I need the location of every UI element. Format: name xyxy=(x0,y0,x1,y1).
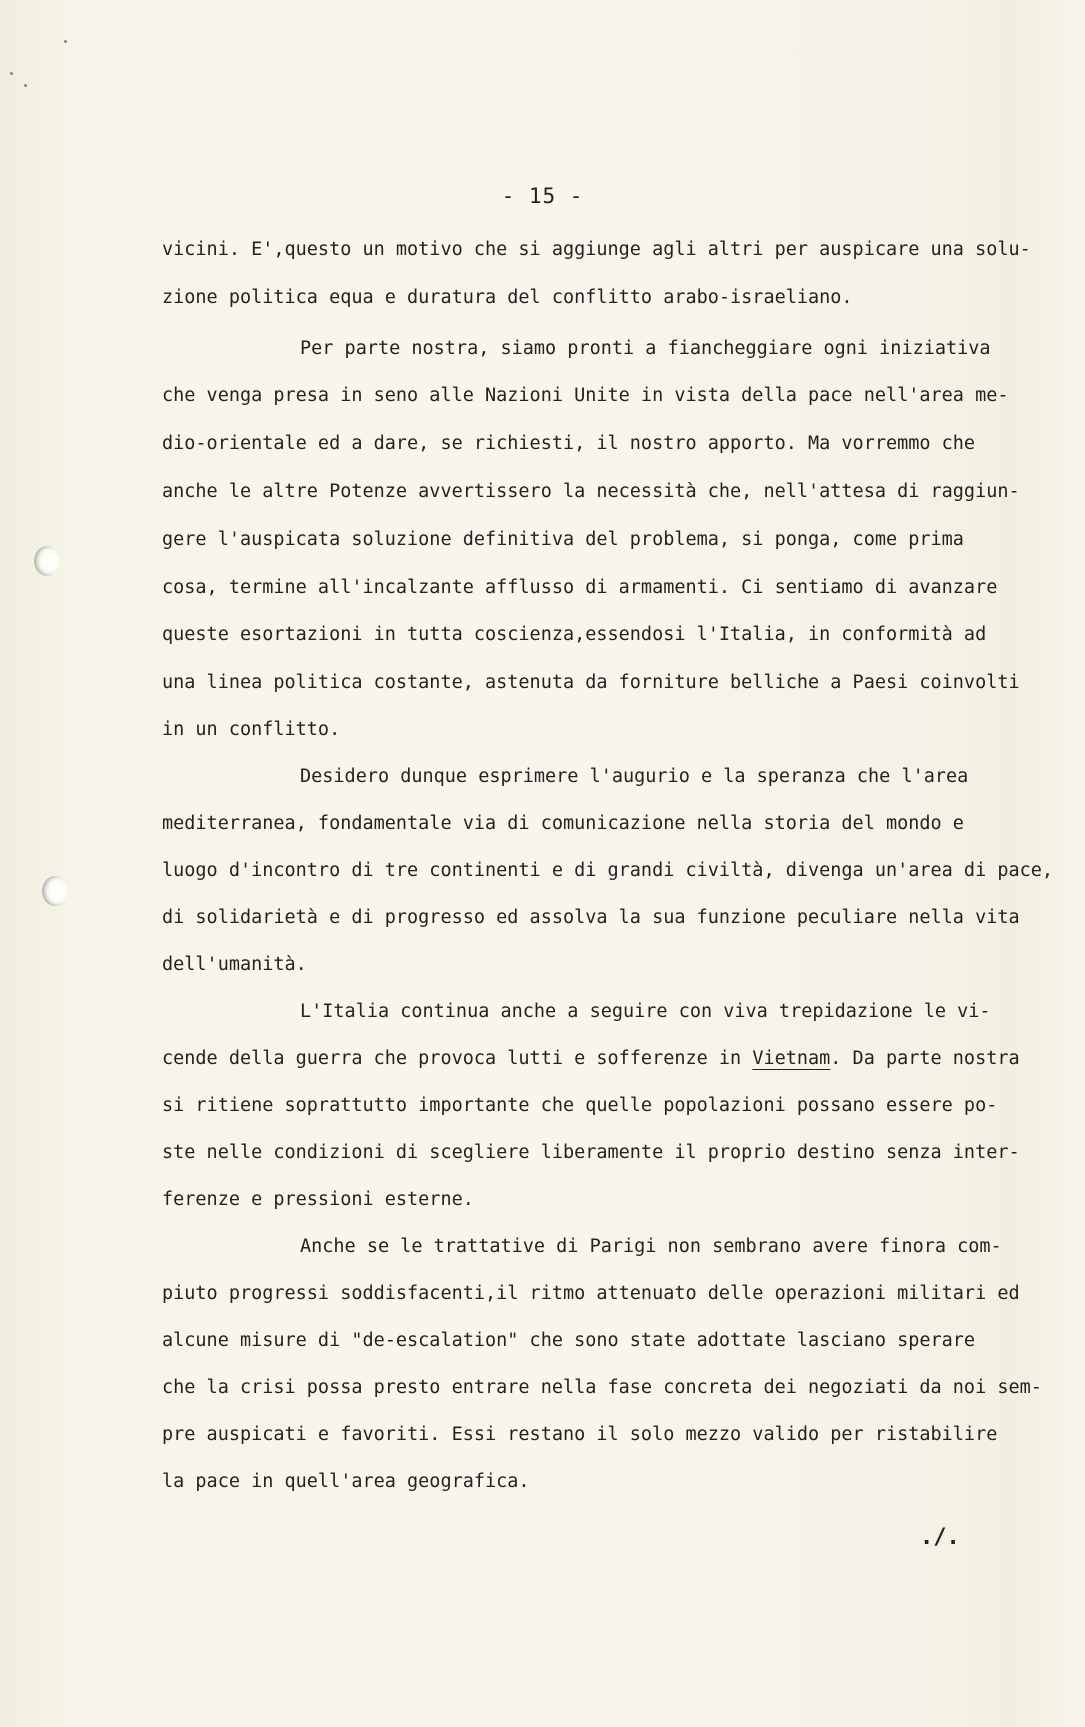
text-line: anche le altre Potenze avvertissero la necessità che, nell'attesa di raggiun- xyxy=(162,481,1020,502)
text-line: mediterranea, fondamentale via di comunicazione nella storia del mondo e xyxy=(162,813,964,834)
page-number: - 15 - xyxy=(501,184,584,208)
text-line: che venga presa in seno alle Nazioni Unite in vista della pace nell'area me- xyxy=(162,385,1009,406)
text-line: dell'umanità. xyxy=(162,954,307,975)
text-line: Desidero dunque esprimere l'augurio e la speranza che l'area xyxy=(300,766,969,787)
text-line: queste esortazioni in tutta coscienza,essendosi l'Italia, in conformità ad xyxy=(162,624,987,645)
continuation-mark: ./. xyxy=(920,1525,960,1550)
text-line: pre auspicati e favoriti. Essi restano il solo mezzo valido per ristabilire xyxy=(162,1424,998,1445)
punch-hole xyxy=(42,876,68,906)
text-line: luogo d'incontro di tre continenti e di grandi civiltà, divenga un'area di pace, xyxy=(162,860,1054,881)
margin-speck xyxy=(24,84,27,87)
text-line: cosa, termine all'incalzante afflusso di armamenti. Ci sentiamo di avanzare xyxy=(162,577,998,598)
underlined-word: Vietnam xyxy=(752,1048,831,1069)
text-line: dio-orientale ed a dare, se richiesti, il nostro apporto. Ma vorremmo che xyxy=(162,433,976,454)
text-line: la pace in quell'area geografica. xyxy=(162,1471,530,1492)
text-segment: cende della guerra che provoca lutti e sofferenze in xyxy=(162,1048,753,1069)
text-line: Per parte nostra, siamo pronti a fiancheggiare ogni iniziativa xyxy=(300,338,991,359)
text-line: Anche se le trattative di Parigi non sembrano avere finora com- xyxy=(300,1236,1002,1257)
text-line: vicini. E',questo un motivo che si aggiunge agli altri per auspicare una solu- xyxy=(162,239,1031,260)
margin-speck xyxy=(64,40,67,43)
text-line: L'Italia continua anche a seguire con viva trepidazione le vi- xyxy=(300,1001,991,1022)
text-line: ferenze e pressioni esterne. xyxy=(162,1189,474,1210)
text-line: alcune misure di "de-escalation" che sono state adottate lasciano sperare xyxy=(162,1330,976,1351)
text-line: che la crisi possa presto entrare nella fase concreta dei negoziati da noi sem- xyxy=(162,1377,1042,1398)
margin-speck xyxy=(10,72,13,75)
text-line: di solidarietà e di progresso ed assolva la sua funzione peculiare nella vita xyxy=(162,907,1020,928)
text-line: zione politica equa e duratura del conflitto arabo-israeliano. xyxy=(162,287,853,308)
text-segment: . Da parte nostra xyxy=(830,1048,1020,1069)
text-line xyxy=(162,1047,1020,1071)
text-line: in un conflitto. xyxy=(162,719,341,740)
text-line: gere l'auspicata soluzione definitiva del problema, si ponga, come prima xyxy=(162,529,964,550)
text-line: una linea politica costante, astenuta da forniture belliche a Paesi coinvolti xyxy=(162,672,1020,693)
text-line: si ritiene soprattutto importante che quelle popolazioni possano essere po- xyxy=(162,1095,998,1116)
text-line: piuto progressi soddisfacenti,il ritmo attenuato delle operazioni militari ed xyxy=(162,1283,1020,1304)
text-line: ste nelle condizioni di scegliere liberamente il proprio destino senza inter- xyxy=(162,1142,1020,1163)
punch-hole xyxy=(34,546,60,576)
